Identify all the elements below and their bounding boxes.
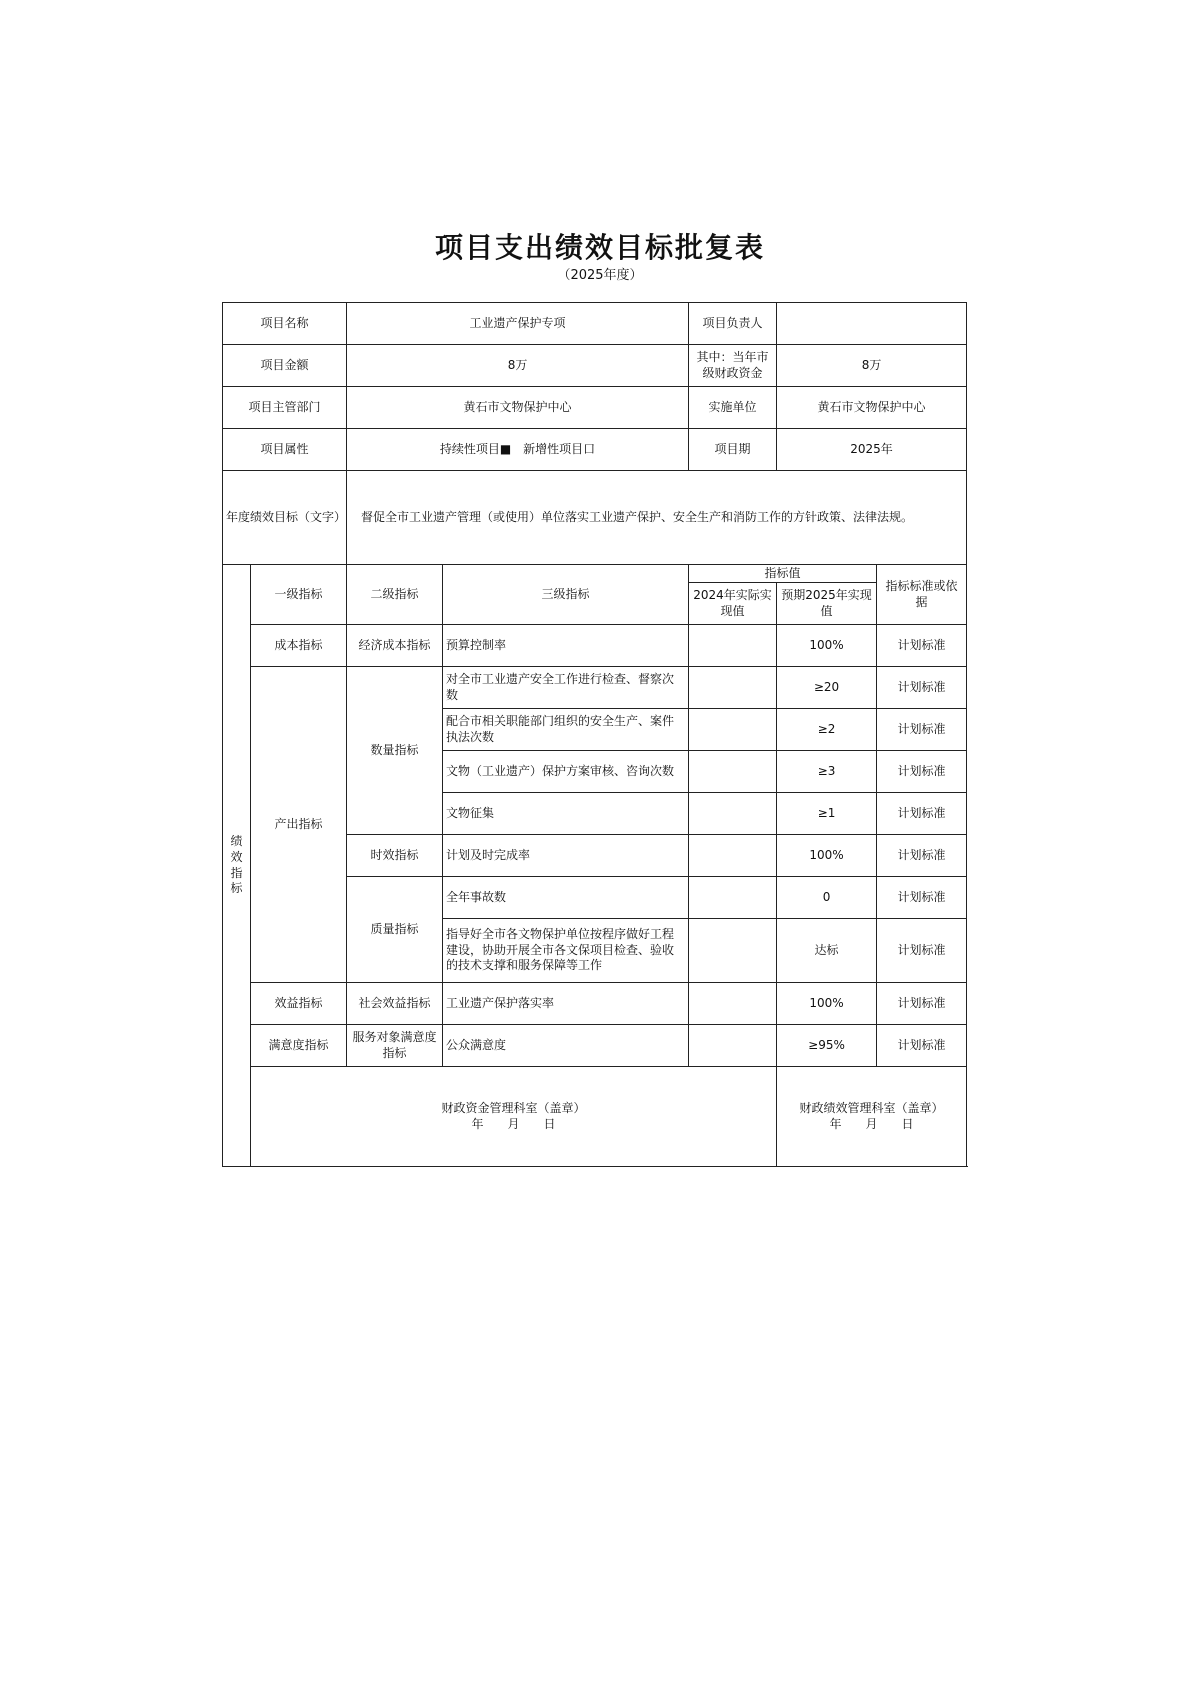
indicator-expected: 100%: [777, 983, 877, 1025]
level2-social: 社会效益指标: [347, 983, 443, 1025]
indicator-expected: ≥1: [777, 793, 877, 835]
project-name-value: 工业遗产保护专项: [347, 303, 689, 345]
signature-right-date: 年 月 日: [829, 1116, 914, 1131]
indicator-actual: [689, 667, 777, 709]
indicator-expected: ≥20: [777, 667, 877, 709]
indicator-name: 对全市工业遗产安全工作进行检查、督察次数: [443, 667, 689, 709]
indicator-basis: 计划标准: [877, 667, 967, 709]
indicator-actual: [689, 835, 777, 877]
table-row: [223, 1025, 967, 1067]
indicator-name: 文物征集: [443, 793, 689, 835]
header-value: 指标值: [689, 565, 877, 583]
indicator-expected: 0: [777, 877, 877, 919]
indicator-actual: [689, 625, 777, 667]
level1-output: 产出指标: [251, 667, 347, 983]
indicator-basis: 计划标准: [877, 709, 967, 751]
indicator-basis: 计划标准: [877, 919, 967, 983]
level2-service: 服务对象满意度指标: [347, 1025, 443, 1067]
indicator-basis: 计划标准: [877, 877, 967, 919]
indicator-name: 全年事故数: [443, 877, 689, 919]
indicator-expected: ≥95%: [777, 1025, 877, 1067]
indicator-basis: 计划标准: [877, 983, 967, 1025]
period-label: 项目期: [689, 429, 777, 471]
attr-value: 持续性项目■ 新增性项目口: [347, 429, 689, 471]
period-value: 2025年: [777, 429, 967, 471]
indicator-expected: ≥2: [777, 709, 877, 751]
signature-left-office: 财政资金管理科室（盖章）: [441, 1100, 586, 1115]
table-row: [223, 667, 967, 709]
row-department: [223, 387, 967, 429]
indicator-actual: [689, 709, 777, 751]
row-signatures: [223, 1067, 967, 1167]
leader-value: [777, 303, 967, 345]
indicator-basis: 计划标准: [877, 751, 967, 793]
header-expected: 预期2025年实现值: [777, 583, 877, 625]
indicator-name: 文物（工业遗产）保护方案审核、咨询次数: [443, 751, 689, 793]
indicator-expected: ≥3: [777, 751, 877, 793]
page-subtitle: （2025年度）: [557, 268, 643, 283]
goal-label: 年度绩效目标（文字）: [223, 471, 347, 565]
level1-benefit: 效益指标: [251, 983, 347, 1025]
level2-quantity: 数量指标: [347, 667, 443, 835]
project-name-label: 项目名称: [223, 303, 347, 345]
dept-value: 黄石市文物保护中心: [347, 387, 689, 429]
row-amount: [223, 345, 967, 387]
attr-label: 项目属性: [223, 429, 347, 471]
indicator-name: 预算控制率: [443, 625, 689, 667]
row-annual-goal: [223, 471, 967, 565]
unit-value: 黄石市文物保护中心: [777, 387, 967, 429]
page-title: 项目支出绩效目标批复表: [434, 231, 765, 264]
amount-label: 项目金额: [223, 345, 347, 387]
indicator-actual: [689, 751, 777, 793]
indicator-name: 指导好全市各文物保护单位按程序做好工程建设，协助开展全市各文保项目检查、验收的技术支撑和服务保障等工作: [443, 919, 689, 983]
indicator-name: 工业遗产保护落实率: [443, 983, 689, 1025]
signature-right: [777, 1067, 967, 1167]
indicator-basis: 计划标准: [877, 625, 967, 667]
header-level3: 三级指标: [443, 565, 689, 625]
level1-cost: 成本指标: [251, 625, 347, 667]
indicator-basis: 计划标准: [877, 793, 967, 835]
signature-left-date: 年 月 日: [471, 1116, 556, 1131]
level2-quality: 质量指标: [347, 877, 443, 983]
table-row: [223, 625, 967, 667]
indicator-actual: [689, 793, 777, 835]
performance-target-table: [222, 302, 967, 1167]
level1-satisfaction: 满意度指标: [251, 1025, 347, 1067]
indicator-name: 计划及时完成率: [443, 835, 689, 877]
indicator-expected: 100%: [777, 625, 877, 667]
indicator-actual: [689, 1025, 777, 1067]
indicator-expected: 达标: [777, 919, 877, 983]
level2-econ: 经济成本指标: [347, 625, 443, 667]
indicator-actual: [689, 983, 777, 1025]
indicator-basis: 计划标准: [877, 835, 967, 877]
table-row: [223, 983, 967, 1025]
fiscal-label: 其中：当年市级财政资金: [689, 345, 777, 387]
leader-label: 项目负责人: [689, 303, 777, 345]
signature-right-office: 财政绩效管理科室（盖章）: [799, 1100, 944, 1115]
header-actual: 2024年实际实现值: [689, 583, 777, 625]
indicator-actual: [689, 919, 777, 983]
indicator-name: 公众满意度: [443, 1025, 689, 1067]
header-level1: 一级指标: [251, 565, 347, 625]
indicator-basis: 计划标准: [877, 1025, 967, 1067]
row-attribute: [223, 429, 967, 471]
dept-label: 项目主管部门: [223, 387, 347, 429]
indicator-expected: 100%: [777, 835, 877, 877]
row-indicator-header-1: [223, 565, 967, 583]
indicator-side-label: 绩 效 指 标: [223, 565, 251, 1167]
fiscal-value: 8万: [777, 345, 967, 387]
header-level2: 二级指标: [347, 565, 443, 625]
unit-label: 实施单位: [689, 387, 777, 429]
header-basis: 指标标准或依据: [877, 565, 967, 625]
signature-left: [251, 1067, 777, 1167]
indicator-actual: [689, 877, 777, 919]
indicator-name: 配合市相关职能部门组织的安全生产、案件执法次数: [443, 709, 689, 751]
amount-value: 8万: [347, 345, 689, 387]
row-project-name: [223, 303, 967, 345]
goal-value: 督促全市工业遗产管理（或使用）单位落实工业遗产保护、安全生产和消防工作的方针政策、法律法规。: [347, 471, 967, 565]
level2-time: 时效指标: [347, 835, 443, 877]
